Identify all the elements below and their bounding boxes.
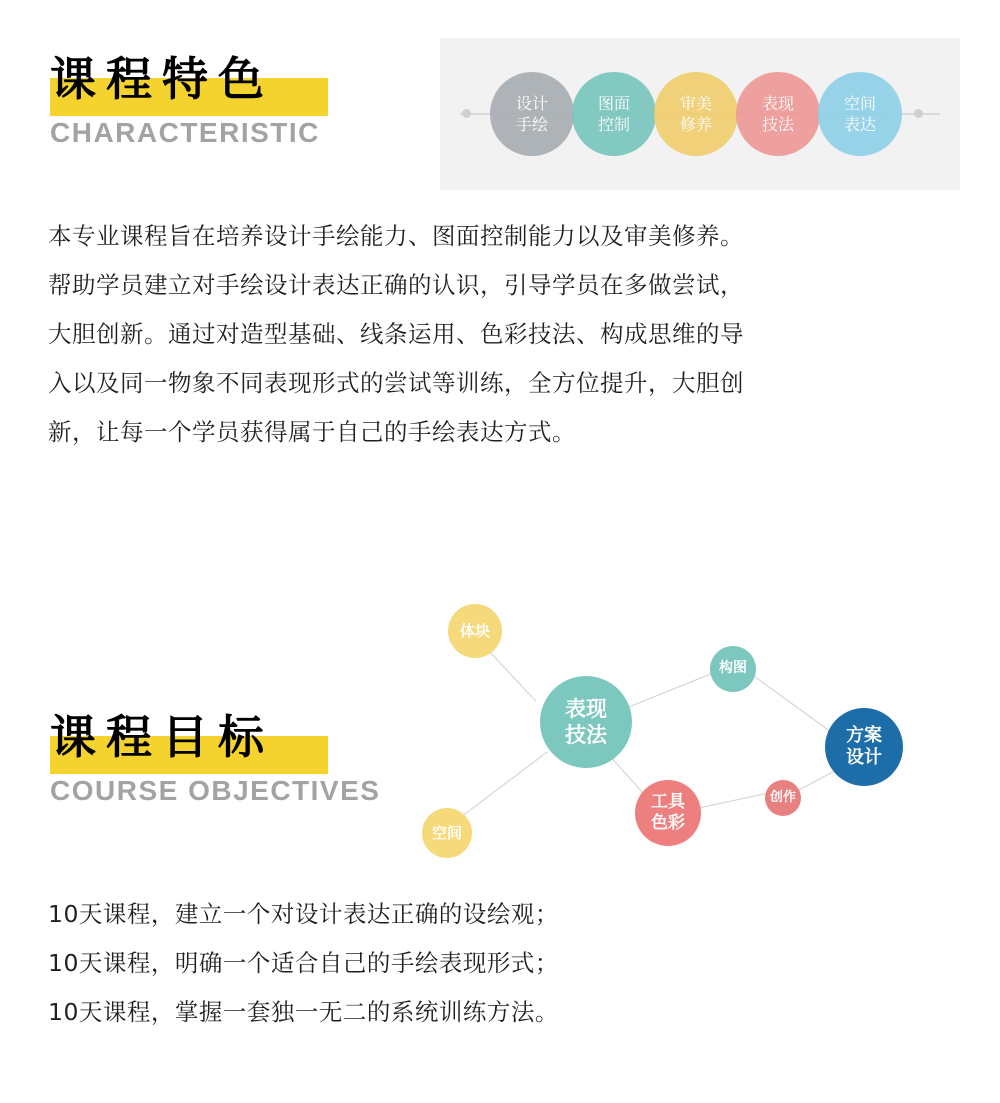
edge-gongju-chuangzuo (696, 791, 774, 809)
node-tikuai (448, 604, 502, 658)
objectives-line-3: 10天课程，掌握一套独一无二的系统训练方法。 (48, 998, 559, 1026)
process-step-4 (736, 72, 820, 156)
node-fangan-sheji-line2: 设计 (846, 747, 882, 768)
node-gouto (710, 646, 756, 692)
node-chuangzuo-label: 创作 (769, 789, 796, 805)
characteristic-line-3: 大胆创新。通过对造型基础、线条运用、色彩技法、构成思维的导 (48, 320, 744, 348)
objectives-line-2: 10天课程，明确一个适合自己的手绘表现形式； (48, 949, 559, 977)
process-step-4-line2: 技法 (761, 115, 794, 134)
section-heading-characteristic (50, 52, 320, 149)
characteristic-paragraph (48, 212, 968, 457)
node-fangan-sheji (825, 708, 903, 786)
node-biaoxian-jifa-line2: 技法 (565, 723, 607, 747)
process-step-1 (490, 72, 574, 156)
process-step-2 (572, 72, 656, 156)
section-title-cn-2: 课程目标 (50, 710, 274, 764)
process-endpoint-dot-left (462, 109, 471, 118)
process-step-3 (654, 72, 738, 156)
node-gongju-secai-line2: 色彩 (651, 813, 685, 833)
characteristic-line-5: 新，让每一个学员获得属于自己的手绘表达方式。 (48, 418, 576, 446)
section-title-en-2: COURSE OBJECTIVES (50, 775, 381, 807)
cn-title-wrap-1 (50, 52, 274, 107)
process-step-5 (818, 72, 902, 156)
objectives-paragraph (48, 890, 948, 1037)
section-title-cn-1: 课程特色 (50, 52, 274, 106)
process-step-5-line2: 表达 (843, 115, 876, 134)
process-step-2-line1: 图面 (597, 94, 630, 113)
objectives-line-1: 10天课程，建立一个对设计表达正确的设绘观； (48, 900, 559, 928)
node-kongjian-label: 空间 (431, 823, 462, 842)
section-heading-objectives (50, 710, 380, 807)
edge-biaoxian-kongjian (453, 751, 548, 823)
section-title-en-1: CHARACTERISTIC (50, 117, 320, 149)
process-step-1-line2: 手绘 (515, 115, 548, 134)
node-gongju-secai (635, 780, 701, 846)
process-step-5-line1: 空间 (843, 94, 876, 113)
process-diagram (440, 38, 960, 190)
process-step-2-line2: 控制 (597, 115, 630, 134)
process-step-3-line1: 审美 (679, 94, 712, 113)
node-biaoxian-jifa-line1: 表现 (565, 696, 607, 721)
node-fangan-sheji-line1: 方案 (846, 724, 882, 746)
course-objectives-node-diagram (400, 590, 960, 890)
node-kongjian (422, 808, 472, 858)
characteristic-line-4: 入以及同一物象不同表现形式的尝试等训练，全方位提升，大胆创 (48, 369, 744, 397)
characteristic-line-2: 帮助学员建立对手绘设计表达正确的认识，引导学员在多做尝试， (48, 271, 744, 299)
node-chuangzuo (765, 780, 801, 816)
node-gouto-label: 构图 (719, 660, 747, 677)
edge-tikuai-biaoxian (484, 646, 536, 702)
process-step-4-line1: 表现 (761, 94, 794, 113)
node-tikuai-label: 体块 (459, 621, 490, 640)
process-step-1-line1: 设计 (515, 94, 548, 113)
node-biaoxian-jifa (540, 676, 632, 768)
cn-title-wrap-2 (50, 710, 274, 765)
node-gongju-secai-line1: 工具 (651, 791, 685, 812)
characteristic-line-1: 本专业课程旨在培养设计手绘能力、图面控制能力以及审美修养。 (48, 222, 744, 250)
edge-biaoxian-gouto (625, 672, 713, 709)
process-endpoint-dot-right (914, 109, 923, 118)
process-step-3-line2: 修养 (679, 115, 712, 134)
